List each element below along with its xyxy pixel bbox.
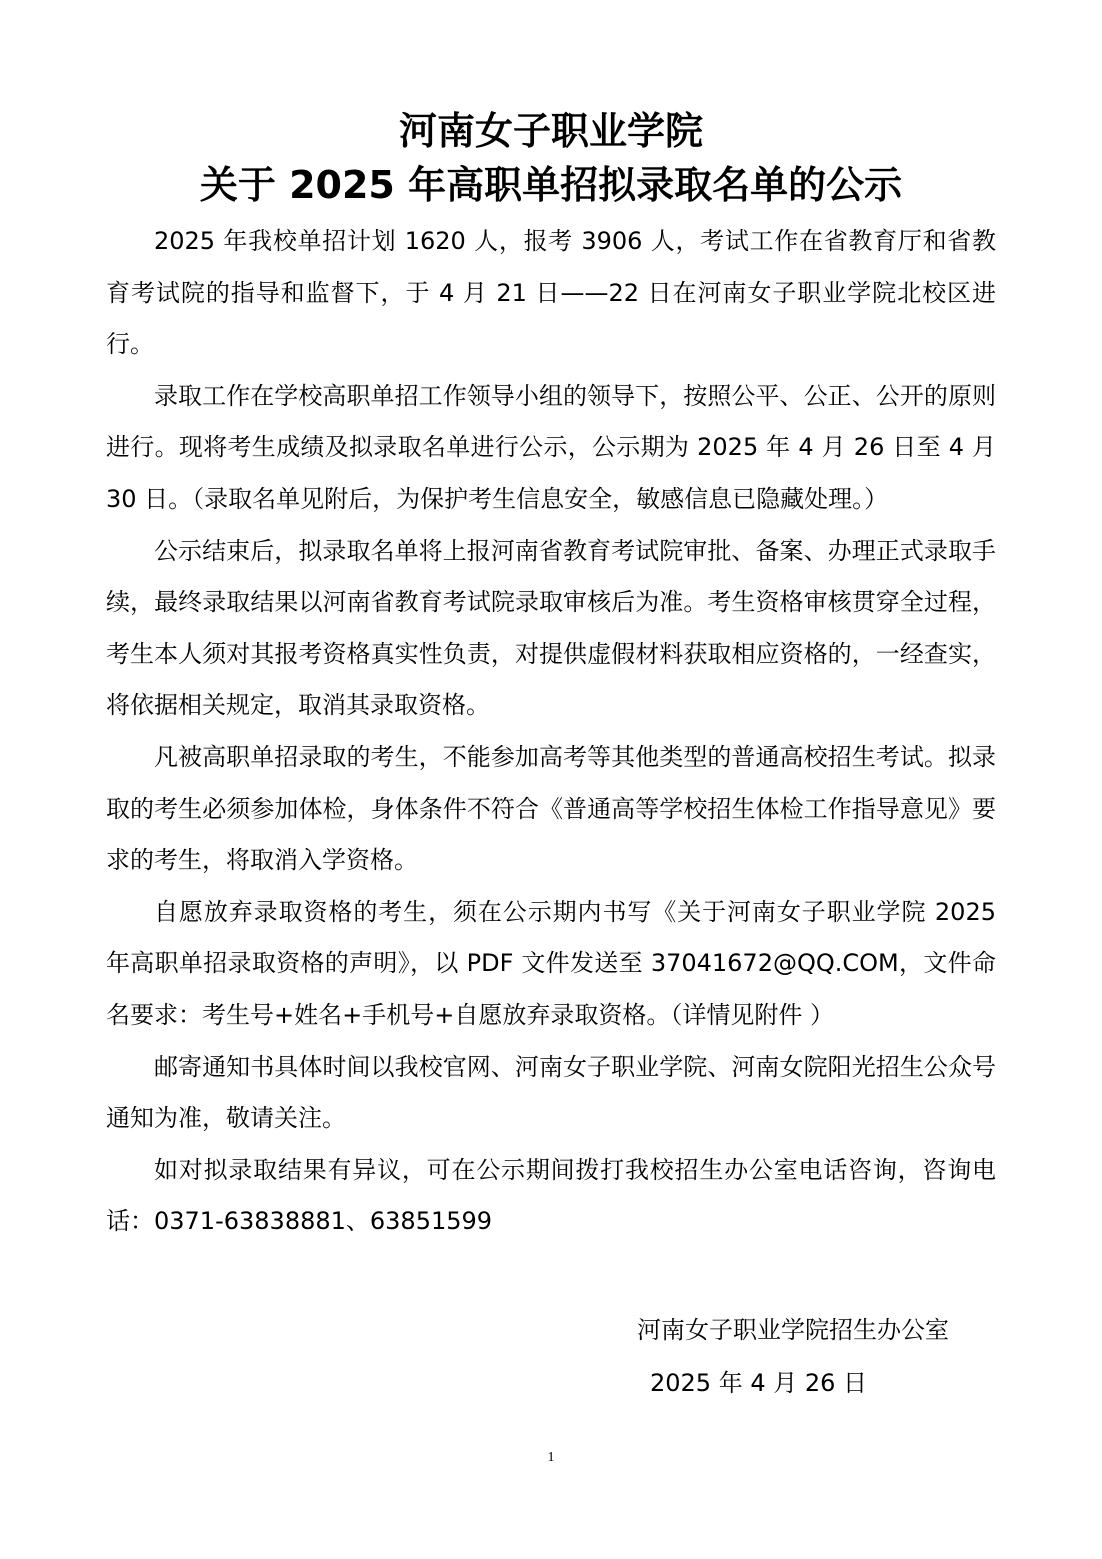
document-body xyxy=(106,216,996,1248)
paragraph-contact-phone: 如对拟录取结果有异议，可在公示期间拨打我校招生办公室电话咨询，咨询电话：0371-63838881、63851599 xyxy=(106,1155,996,1236)
signature-date: 2025 年 4 月 26 日 xyxy=(650,1369,868,1397)
document-title-school: 河南女子职业学院 xyxy=(398,109,703,153)
paragraph-publicity-period: 录取工作在学校高职单招工作领导小组的领导下，按照公平、公正、公开的原则进行。现将考生成绩及拟录取名单进行公示，公示期为 2025 年 4 月 26 日至 4 月 30 日。（录取名单见附后，为保护考生信息安全，敏感信息已隐藏处理。） xyxy=(106,381,996,513)
paragraph-exam-overview: 2025 年我校单招计划 1620 人，报考 3906 人，考试工作在省教育厅和省教育考试院的指导和监督下，于 4 月 21 日——22 日在河南女子职业学院北校区进行。 xyxy=(106,227,996,359)
paragraph-notice-mailing: 邮寄通知书具体时间以我校官网、河南女子职业学院、河南女院阳光招生公众号通知为准，敬请关注。 xyxy=(106,1052,996,1133)
paragraph-admission-procedure: 公示结束后，拟录取名单将上报河南省教育考试院审批、备案、办理正式录取手续，最终录取结果以河南省教育考试院录取审核后为准。考生资格审核贯穿全过程，考生本人须对其报考资格真实性负责，对提供虚假材料获取相应资格的，一经查实，将依据相关规定，取消其录取资格。 xyxy=(106,536,996,720)
document-title-notice: 关于 2025 年高职单招拟录取名单的公示 xyxy=(199,163,903,207)
paragraph-waiver-statement: 自愿放弃录取资格的考生，须在公示期内书写《关于河南女子职业学院 2025 年高职单招录取资格的声明》，以 PDF 文件发送至 37041672@QQ.COM，文件命名要求：考生号+姓名+手机号+自愿放弃录取资格。（详情见附件 ） xyxy=(106,897,996,1029)
signature-organization: 河南女子职业学院招生办公室 xyxy=(637,1316,949,1344)
paragraph-physical-exam: 凡被高职单招录取的考生，不能参加高考等其他类型的普通高校招生考试。拟录取的考生必须参加体检，身体条件不符合《普通高等学校招生体检工作指导意见》要求的考生，将取消入学资格。 xyxy=(106,742,996,875)
page-number: 1 xyxy=(547,1450,555,1465)
